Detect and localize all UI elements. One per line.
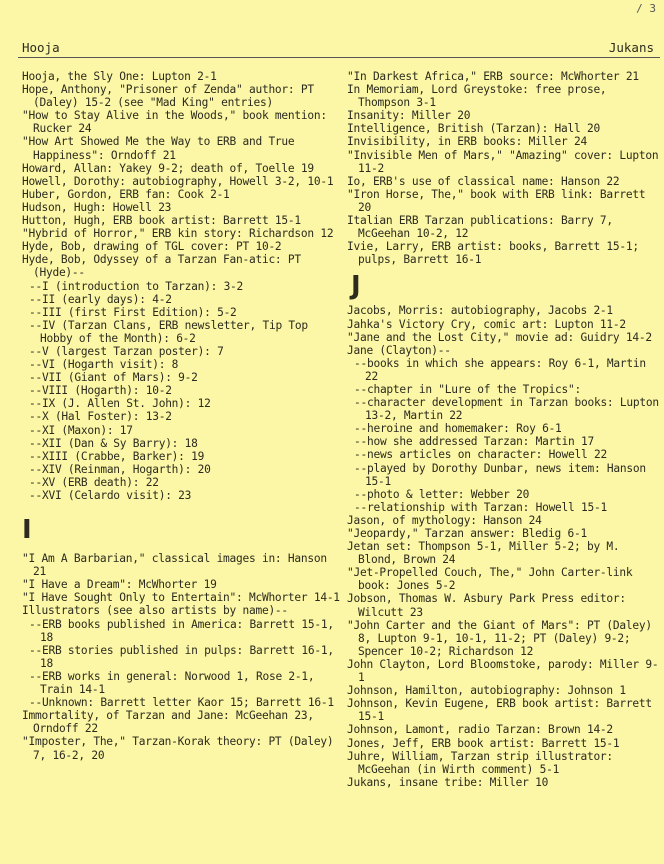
entries-j-end: [347, 514, 662, 789]
index-subentry: --IX (J. Allen St. John): 12: [29, 397, 211, 411]
index-entry: "Jeopardy," Tarzan answer: Bledig 6-1: [347, 527, 587, 540]
index-entry: Jones, Jeff, ERB book artist: Barrett 15-1: [347, 736, 620, 750]
index-entry: "I Have a Dream": McWhorter 19: [22, 578, 217, 592]
index-entry: "Iron Horse, The," book with ERB link: Barrett 20: [347, 187, 646, 214]
entries-i: [22, 552, 340, 617]
index-entry: Jahka's Victory Cry, comic art: Lupton 11-2: [347, 317, 626, 331]
index-entry: Hudson, Hugh: Howell 23: [22, 200, 172, 214]
index-entry: "Jane and the Lost City," movie ad: Guidry 14-2: [347, 330, 652, 344]
entries-h: [22, 70, 340, 280]
index-entry: "John Carter and the Giant of Mars": PT (Daley) 8, Lupton 9-1, 10-1, 11-2; PT (Daley) 9-2; Spencer 10-2; Richardson 12: [347, 618, 652, 658]
index-entry: "I Am A Barbarian," classical images in: Hanson 21: [22, 552, 327, 579]
index-subentry: --ERB works in general: Norwood 1, Rose 2-1, Train 14-1: [29, 669, 315, 697]
index-subentry: --heroine and homemaker: Roy 6-1: [354, 422, 562, 436]
index-entry: Intelligence, British (Tarzan): Hall 20: [347, 122, 600, 136]
index-entry: Invisibility, in ERB books: Miller 24: [347, 135, 587, 149]
index-entry: Ivie, Larry, ERB artist: books, Barrett 15-1; pulps, Barrett 16-1: [347, 240, 639, 267]
index-subentry: --III (first First Edition): 5-2: [29, 305, 237, 319]
index-entry: Hutton, Hugh, ERB book artist: Barrett 15-1: [22, 214, 301, 228]
running-header: [22, 41, 654, 55]
page-number: / 3: [636, 2, 656, 15]
index-subentry: --V (largest Tarzan poster): 7: [29, 344, 224, 358]
index-entry: "Jet-Propelled Couch, The," John Carter-link book: Jones 5-2: [347, 566, 633, 593]
header-last-term: Jukans: [608, 40, 654, 55]
left-column: [22, 70, 340, 762]
index-entry: "Imposter, The," Tarzan-Korak theory: PT (Daley) 7, 16-2, 20: [22, 735, 334, 762]
index-subentry: --played by Dorothy Dunbar, news item: Hanson 15-1: [354, 461, 646, 488]
index-subentry: --relationship with Tarzan: Howell 15-1: [354, 500, 607, 514]
index-subentry: --IV (Tarzan Clans, ERB newsletter, Tip Top Hobby of the Month): 6-2: [29, 318, 308, 345]
index-entry: Immortality, of Tarzan and Jane: McGeehan 23, Orndoff 22: [22, 709, 314, 736]
index-entry: Jukans, insane tribe: Miller 10: [347, 775, 549, 789]
index-subentry: --XIII (Crabbe, Barker): 19: [29, 449, 205, 463]
index-entry: "Hybrid of Horror," ERB kin story: Richardson 12: [22, 227, 334, 241]
index-subentry: --ERB books published in America: Barrett 15-1, 18: [29, 617, 334, 644]
header-first-term: Hooja: [22, 40, 60, 55]
entries-i-end: [22, 709, 340, 761]
index-subentry: --VII (Giant of Mars): 9-2: [29, 371, 198, 385]
index-entry: Huber, Gordon, ERB fan: Cook 2-1: [22, 187, 230, 201]
index-subentry: --Unknown: Barrett letter Kaor 15; Barrett 16-1: [29, 696, 334, 710]
index-entry: Jetan set: Thompson 5-1, Miller 5-2; by M. Blond, Brown 24: [347, 540, 620, 567]
index-entry: Howell, Dorothy: autobiography, Howell 3-2, 10-1: [22, 174, 334, 188]
index-entry: Italian ERB Tarzan publications: Barry 7, McGeehan 10-2, 12: [347, 214, 613, 241]
index-subentry: --I (introduction to Tarzan): 3-2: [29, 279, 244, 293]
index-entry: John Clayton, Lord Bloomstoke, parody: Miller 9-1: [347, 657, 659, 685]
index-entry: "How Art Showed Me the Way to ERB and True Happiness": Orndoff 21: [22, 135, 295, 162]
entries-i-cont: [347, 70, 662, 266]
index-entry: Hyde, Bob, drawing of TGL cover: PT 10-2: [22, 240, 282, 254]
index-entry: Johnson, Lamont, radio Tarzan: Brown 14-2: [347, 723, 613, 737]
illustrator-subentries: [22, 618, 340, 710]
index-entry: Johnson, Kevin Eugene, ERB book artist: Barrett 15-1: [347, 697, 652, 724]
index-subentry: --VIII (Hogarth): 10-2: [29, 384, 172, 398]
index-entry: Hope, Anthony, "Prisoner of Zenda" author: PT (Daley) 15-2 (see "Mad King" entries): [22, 83, 314, 110]
index-entry: Illustrators (see also artists by name)--: [22, 604, 288, 618]
index-subentry: --XI (Maxon): 17: [29, 423, 133, 437]
index-entry: Jane (Clayton)--: [347, 343, 451, 357]
index-entry: Juhre, William, Tarzan strip illustrator: McGeehan (in Wirth comment) 5-1: [347, 749, 613, 776]
index-subentry: --XIV (Reinman, Hogarth): 20: [29, 462, 211, 476]
index-subentry: --II (early days): 4-2: [29, 292, 172, 306]
index-subentry: --books in which she appears: Roy 6-1, Martin 22: [354, 356, 646, 383]
index-entry: "In Darkest Africa," ERB source: McWhorter 21: [347, 70, 639, 83]
index-entry: Insanity: Miller 20: [347, 109, 471, 123]
index-subentry: --X (Hal Foster): 13-2: [29, 410, 172, 424]
section-letter-j: J: [351, 271, 361, 302]
index-subentry: --chapter in "Lure of the Tropics":: [354, 382, 581, 396]
section-letter-i: I: [22, 515, 32, 546]
index-subentry: --ERB stories published in pulps: Barrett 16-1, 18: [29, 643, 334, 670]
index-entry: Hyde, Bob, Odyssey of a Tarzan Fan-atic: PT (Hyde)--: [22, 253, 301, 280]
header-rule: [18, 57, 660, 58]
index-subentry: --XV (ERB death): 22: [29, 475, 159, 489]
index-subentry: --how she addressed Tarzan: Martin 17: [354, 435, 594, 449]
index-subentry: --XII (Dan & Sy Barry): 18: [29, 436, 198, 450]
index-entry: Jobson, Thomas W. Asbury Park Press editor: Wilcutt 23: [347, 592, 626, 619]
index-subentry: --VI (Hogarth visit): 8: [29, 358, 179, 372]
index-entry: Hooja, the Sly One: Lupton 2-1: [22, 70, 217, 83]
index-subentry: --character development in Tarzan books: Lupton 13-2, Martin 22: [354, 396, 659, 423]
index-entry: "How to Stay Alive in the Woods," book mention: Rucker 24: [22, 109, 327, 136]
index-subentry: --news articles on character: Howell 22: [354, 448, 607, 462]
index-entry: "Invisible Men of Mars," "Amazing" cover: Lupton 11-2: [347, 148, 659, 175]
index-entry: Howard, Allan: Yakey 9-2; death of, Toelle 19: [22, 161, 314, 175]
entries-j: [347, 304, 662, 356]
index-entry: Io, ERB's use of classical name: Hanson 22: [347, 174, 620, 188]
jane-subentries: [347, 357, 662, 514]
index-entry: In Memoriam, Lord Greystoke: free prose, Thompson 3-1: [347, 83, 607, 110]
right-column: [347, 70, 662, 789]
index-entry: Jason, of mythology: Hanson 24: [347, 513, 542, 527]
index-subentry: --photo & letter: Webber 20: [354, 487, 530, 501]
index-entry: Jacobs, Morris: autobiography, Jacobs 2-1: [347, 304, 613, 318]
index-entry: Johnson, Hamilton, autobiography: Johnson 1: [347, 684, 626, 698]
hyde-subentries: [22, 280, 340, 503]
index-subentry: --XVI (Celardo visit): 23: [29, 489, 192, 502]
index-entry: "I Have Sought Only to Entertain": McWhorter 14-1: [22, 591, 340, 605]
